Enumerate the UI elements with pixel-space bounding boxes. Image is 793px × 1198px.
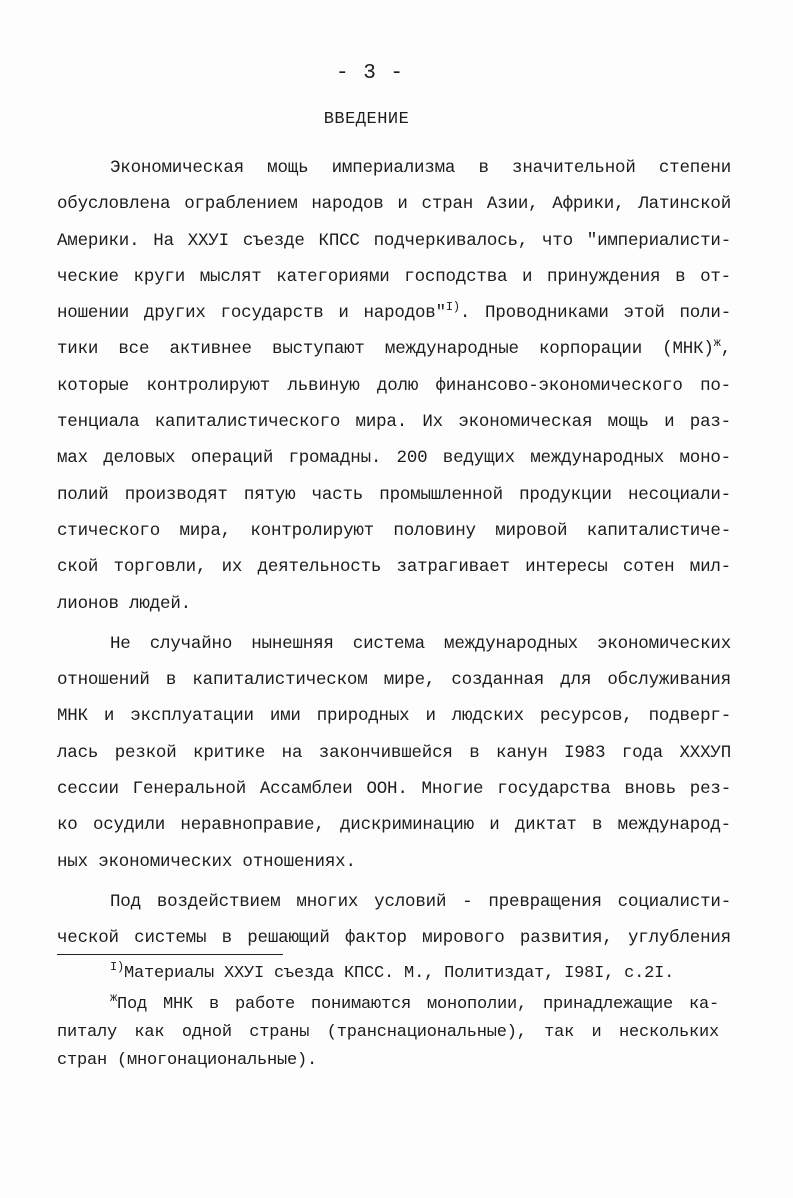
text-segment: тики все активнее выступают международные корпорации (МНК) <box>57 339 714 360</box>
text-line-with-footnote-ref <box>57 295 731 331</box>
text-line: ческие круги мыслят категориями господства и принуждения в от- <box>57 266 731 287</box>
footnote-ref-2: ж <box>713 336 721 351</box>
footnote-2 <box>57 991 719 1075</box>
footnotes <box>57 960 719 1075</box>
footnote-divider <box>57 954 283 955</box>
text-segment: . Проводниками этой поли- <box>459 303 731 324</box>
page-number: - 3 - <box>335 62 404 85</box>
text-line: Под воздействием многих условий - превращения социалисти- <box>110 891 731 912</box>
text-line: ко осудили неравноправие, дискриминацию и диктат в международ- <box>57 815 731 836</box>
text-line: ческой системы в решающий фактор мирового развития, углубления <box>57 928 731 949</box>
text-line: МНК и эксплуатации ими природных и людских ресурсов, подверг- <box>57 706 731 727</box>
text-segment: , <box>720 339 731 360</box>
text-line: лионов людей. <box>57 593 191 614</box>
paragraph-3 <box>57 884 731 957</box>
footnote-line: стран (многонациональные). <box>57 1051 318 1070</box>
text-line: обусловлена ограблением народов и стран Азии, Африки, Латинской <box>57 194 731 215</box>
text-line: Не случайно нынешняя система международных экономических <box>110 633 731 654</box>
text-line: Америки. На XXУI съезде КПСС подчеркивалось, что "империалисти- <box>57 230 731 251</box>
text-segment: ношении других государств и народов" <box>57 303 446 324</box>
footnote-marker: I) <box>110 960 125 974</box>
paragraph-1 <box>57 150 731 622</box>
text-line: лась резкой критике на закончившейся в канун I983 года XXXУП <box>57 742 731 763</box>
footnote-ref-1: I) <box>445 300 460 315</box>
text-line: мах деловых операций громадны. 200 ведущих международных моно- <box>57 448 731 469</box>
footnote-line <box>57 960 719 988</box>
footnote-line <box>57 991 719 1019</box>
text-line: стического мира, контролируют половину мировой капиталистиче- <box>57 520 731 541</box>
text-segment: Под МНК в работе понимаются монополии, принадлежащие ка- <box>117 995 719 1014</box>
footnote-marker: ж <box>110 991 118 1005</box>
body-text <box>57 150 731 957</box>
section-heading: ВВЕДЕНИЕ <box>323 110 410 129</box>
text-line: тенциала капиталистического мира. Их экономическая мощь и раз- <box>57 412 731 433</box>
text-line-with-footnote-ref <box>57 331 731 367</box>
text-line: сессии Генеральной Ассамблеи ООН. Многие государства вновь рез- <box>57 779 731 800</box>
text-segment: Материалы XXУI съезда КПСС. М., Политиздат, I98I, с.2I. <box>124 964 675 983</box>
text-line: полий производят пятую часть промышленной продукции несоциали- <box>57 484 731 505</box>
footnote-line: питалу как одной страны (транснациональные), так и нескольких <box>57 1023 719 1042</box>
text-line: которые контролируют львиную долю финансово-экономического по- <box>57 375 731 396</box>
paragraph-2 <box>57 626 731 880</box>
text-line: Экономическая мощь империализма в значительной степени <box>110 158 731 178</box>
text-line: ской торговли, их деятельность затрагивает интересы сотен мил- <box>57 557 731 578</box>
text-line: ных экономических отношениях. <box>57 851 356 872</box>
footnote-1 <box>57 960 719 988</box>
text-line: отношений в капиталистическом мире, созданная для обслуживания <box>57 670 731 691</box>
